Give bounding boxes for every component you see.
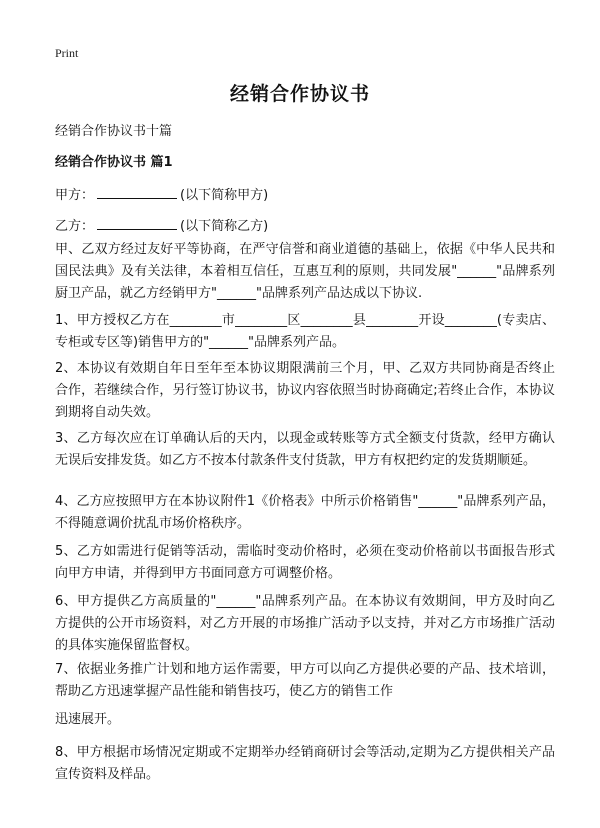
- paragraph-clause-2: 2、本协议有效期自年日至年至本协议期限满前三个月，甲、乙双方共同协商是否终止合作，若继续合作，另行签订协议书，协议内容依照当时协商确定;若终止合作，本协议到期将自动失效。: [55, 361, 555, 420]
- party-a-suffix: (以下简称甲方): [180, 188, 269, 203]
- paragraph-clause-7-continued: 迅速展开。: [55, 712, 121, 727]
- party-b-line: [55, 215, 268, 234]
- party-a-blank: [97, 186, 177, 199]
- section-title: 经销合作协议书 篇1: [55, 155, 173, 170]
- paragraph-clause-5: 5、乙方如需进行促销等活动，需临时变动价格时，必须在变动价格前以书面报告形式向甲方申请，并得到甲方书面同意方可调整价格。: [55, 544, 555, 581]
- paragraph-clause-6: 6、甲方提供乙方高质量的"______"品牌系列产品。在本协议有效期间，甲方及时向乙方提供的公开市场资料，对乙方开展的市场推广活动予以支持，并对乙方市场推广活动的具体实施保留监督权。: [55, 594, 555, 653]
- party-a-label: 甲方：: [55, 188, 95, 203]
- paragraph-clause-8: 8、甲方根据市场情况定期或不定期举办经销商研讨会等活动,定期为乙方提供相关产品宣传资料及样品。: [55, 745, 555, 782]
- paragraph-clause-1: 1、甲方授权乙方在________市________区________县________开设________(专卖店、专柜或专区等)销售甲方的"______"品牌系列产品。: [55, 313, 555, 350]
- print-link[interactable]: Print: [55, 46, 79, 60]
- paragraph-clause-3: 3、乙方每次应在订单确认后的天内，以现金或转账等方式全额支付货款，经甲方确认无误后安排发货。如乙方不按本付款条件支付货款，甲方有权把约定的发货期顺延。: [55, 431, 555, 468]
- paragraph-clause-4: 4、乙方应按照甲方在本协议附件1《价格表》中所示价格销售"______"品牌系列产品，不得随意调价扰乱市场价格秩序。: [55, 494, 555, 531]
- paragraph-intro: 甲、乙双方经过友好平等协商，在严守信誉和商业道德的基础上，依据《中华人民共和国民法典》及有关法律，本着相互信任，互惠互利的原则，共同发展"______"品牌系列厨卫产品，就乙方经销甲方"______"品牌系列产品达成以下协议.: [55, 242, 555, 301]
- document-title: 经销合作协议书: [229, 83, 370, 105]
- party-a-line: [55, 184, 268, 203]
- document-subtitle: 经销合作协议书十篇: [55, 124, 173, 139]
- party-b-suffix: (以下简称乙方): [180, 219, 269, 234]
- paragraph-clause-7: 7、依据业务推广计划和地方运作需要，甲方可以向乙方提供必要的产品、技术培训，帮助乙方迅速掌握产品性能和销售技巧，使乙方的销售工作: [55, 662, 555, 699]
- party-b-blank: [97, 217, 177, 230]
- party-b-label: 乙方：: [55, 219, 95, 234]
